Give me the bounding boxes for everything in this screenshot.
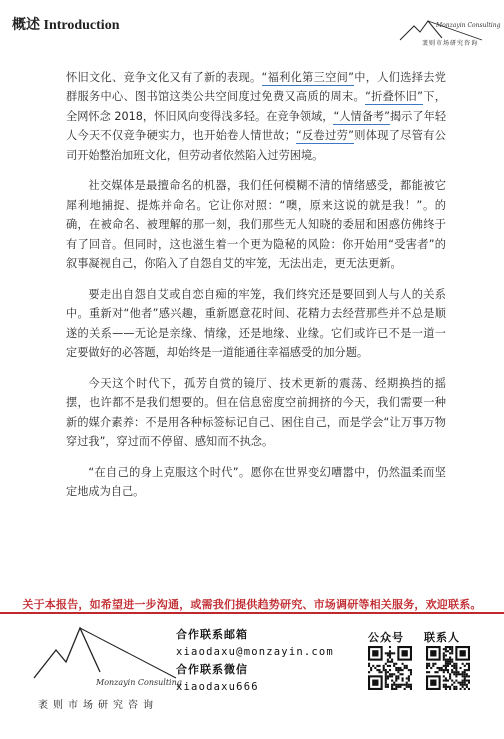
contact-banner: 关于本报告，如希望进一步沟通，或需我们提供趋势研究、市场调研等相关服务，欢迎联系。 (22, 598, 482, 611)
contact-info (176, 626, 346, 696)
page-header (0, 0, 504, 46)
highlight-term: “反卷过劳” (295, 129, 354, 143)
text-run: 怀旧文化、竞争文化又有了新的表现。 (66, 71, 262, 84)
qr-official-account-label: 公众号 (368, 631, 404, 644)
email-value[interactable]: xiaodaxu@monzayin.com (176, 646, 334, 658)
paragraph-2: 社交媒体是最擅命名的机器，我们任何模糊不清的情绪感受，都能被它犀利地捕捉、提炼并命名。它让你对照：“噢，原来这说的就是我！”。的确，在被命名、被理解的那一刻，我们那些无人知晓的委屈和困惑仿佛终于有了回音。但同时，这也滋生着一个更为隐秘的风险：你开始用“受害者”的叙事凝视自己，你陷入了自怨自艾的牢笼，无法出走，更无法更新。 (66, 179, 446, 271)
logo-cn-text: 袤则市场研究咨询 (38, 700, 158, 711)
qr-contact-label: 联系人 (424, 631, 460, 644)
wechat-value[interactable]: xiaodaxu666 (176, 681, 259, 693)
text-run: 下，全网怀念 2018，怀旧风向变得浅多轻。在竞争领域， (66, 90, 446, 123)
logo-script-text: Monzayin Consulting (96, 678, 182, 687)
qr-code-icon[interactable] (368, 646, 412, 690)
paragraph-3: 要走出自怨自艾或自恋自痴的牢笼，我们终究还是要回到人与人的关系中。重新对“他者”感兴趣，重新愿意花时间、花精力去经营那些并不总是顺遂的关系——无论是亲缘、情缘，还是地缘、业缘。它们或许已不是一道一定要做好的必答题，却始终是一道能通往幸福感受的加分题。 (66, 287, 446, 360)
text-run: 揭示了年轻人今天不仅竞争硬实力，也开始卷人情世故； (66, 109, 447, 143)
qr-code-icon[interactable] (426, 646, 470, 690)
paragraph-4: 今天这个时代下，孤芳自赏的镜厅、技术更新的震荡、经期换挡的摇摆，也许都不是我们想要的。但在信息密度空前拥挤的今天，我们需要一种新的媒介素养：不是用各种标签标记自己、困住自己，而是学会“让万事万物穿过我”，穿过而不停留、感知而不执念。 (66, 376, 446, 449)
text-run: 中，人们选择去党群服务中心、图书馆这类公共空间度过免费又高质的周末。 (66, 71, 446, 104)
body-text (66, 68, 446, 513)
logo-cn-text: 袤则市场研究咨询 (422, 40, 479, 47)
logo-script-text: Monzayin Consulting (436, 22, 501, 29)
mountain-logo-icon (30, 620, 180, 682)
paragraph-5: “在自己的身上克服这个时代”。愿你在世界变幻嘈嚣中，仍然温柔而坚定地成为自己。 (66, 465, 446, 499)
highlight-term: “人情备考” (333, 109, 390, 123)
text-run: 则体现了尽管有公司开始整治加班文化，但劳动者依然陷入过劳困境。 (66, 129, 446, 162)
brand-logo-top (398, 18, 501, 54)
highlight-term: “福利化第三空间” (261, 71, 354, 84)
paragraph-1 (66, 68, 446, 165)
highlight-term: “折叠怀旧” (365, 90, 423, 104)
banner-divider (0, 612, 504, 614)
wechat-label: 合作联系微信 (176, 663, 248, 676)
email-label: 合作联系邮箱 (176, 628, 248, 641)
brand-logo-footer (30, 620, 180, 720)
section-title: 概述 Introduction (12, 18, 120, 33)
